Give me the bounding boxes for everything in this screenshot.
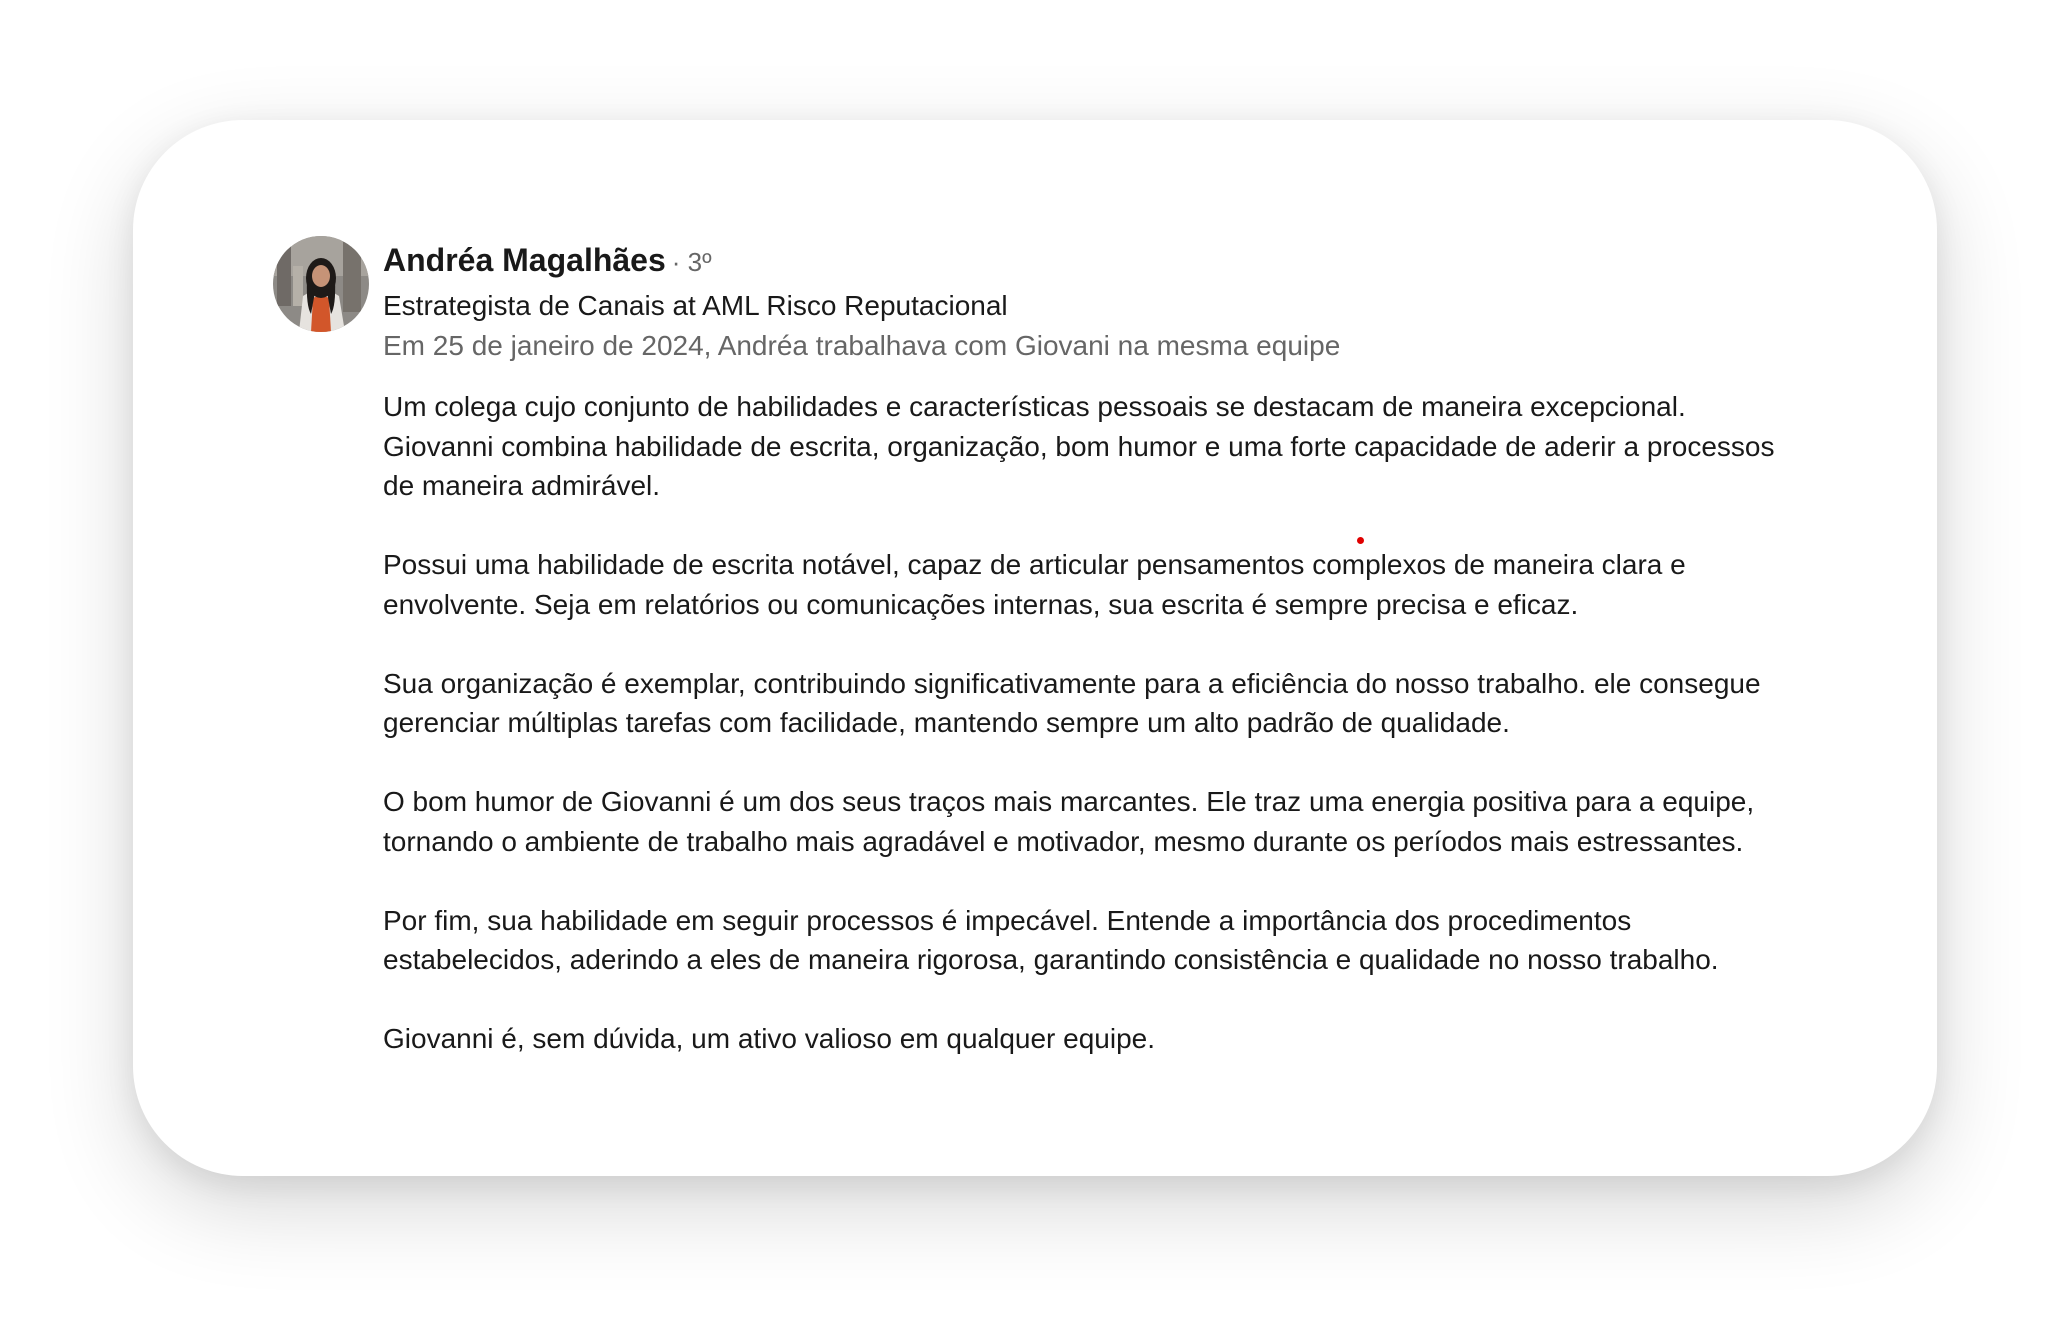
relationship-context: Em 25 de janeiro de 2024, Andréa trabalhava com Giovani na mesma equipe [383, 330, 1341, 361]
recommendation-paragraph: Um colega cujo conjunto de habilidades e características pessoais se destacam de maneira excepcional. Giovanni combina habilidade de escrita, organização, bom humor e uma forte capacidade de aderir a processos de maneira admirável. [383, 391, 1775, 501]
recommendation-paragraph: Possui uma habilidade de escrita notável, capaz de articular pensamentos complexos de maneira clara e envolvente. Seja em relatórios ou comunicações internas, sua escrita é sempre precisa e eficaz. [383, 549, 1686, 620]
recommendation-paragraph: Giovanni é, sem dúvida, um ativo valioso em qualquer equipe. [383, 1023, 1155, 1054]
author-name[interactable]: Andréa Magalhães [383, 242, 666, 278]
author-name-row [383, 236, 1783, 286]
recommendation-paragraph: Por fim, sua habilidade em seguir processos é impecável. Entende a importância dos procedimentos estabelecidos, aderindo a eles de maneira rigorosa, garantindo consistência e qualidade no nosso trabalho. [383, 904, 1719, 975]
recommendation-paragraph: O bom humor de Giovanni é um dos seus traços mais marcantes. Ele traz uma energia positiva para a equipe, tornando o ambiente de trabalho mais agradável e motivador, mesmo durante os períodos mais estressantes. [383, 786, 1755, 857]
author-headline: Estrategista de Canais at AML Risco Reputacional [383, 290, 1008, 321]
cursor-marker-dot [1357, 537, 1364, 544]
avatar[interactable] [273, 236, 369, 332]
connection-degree: · 3º [671, 247, 712, 277]
recommendation-text [383, 387, 1783, 1098]
recommendation-header [383, 236, 1783, 366]
recommendation-paragraph: Sua organização é exemplar, contribuindo significativamente para a eficiência do nosso trabalho. ele consegue gerenciar múltiplas tarefas com facilidade, mantendo sempre um alto padrão de qualidade. [383, 667, 1761, 738]
